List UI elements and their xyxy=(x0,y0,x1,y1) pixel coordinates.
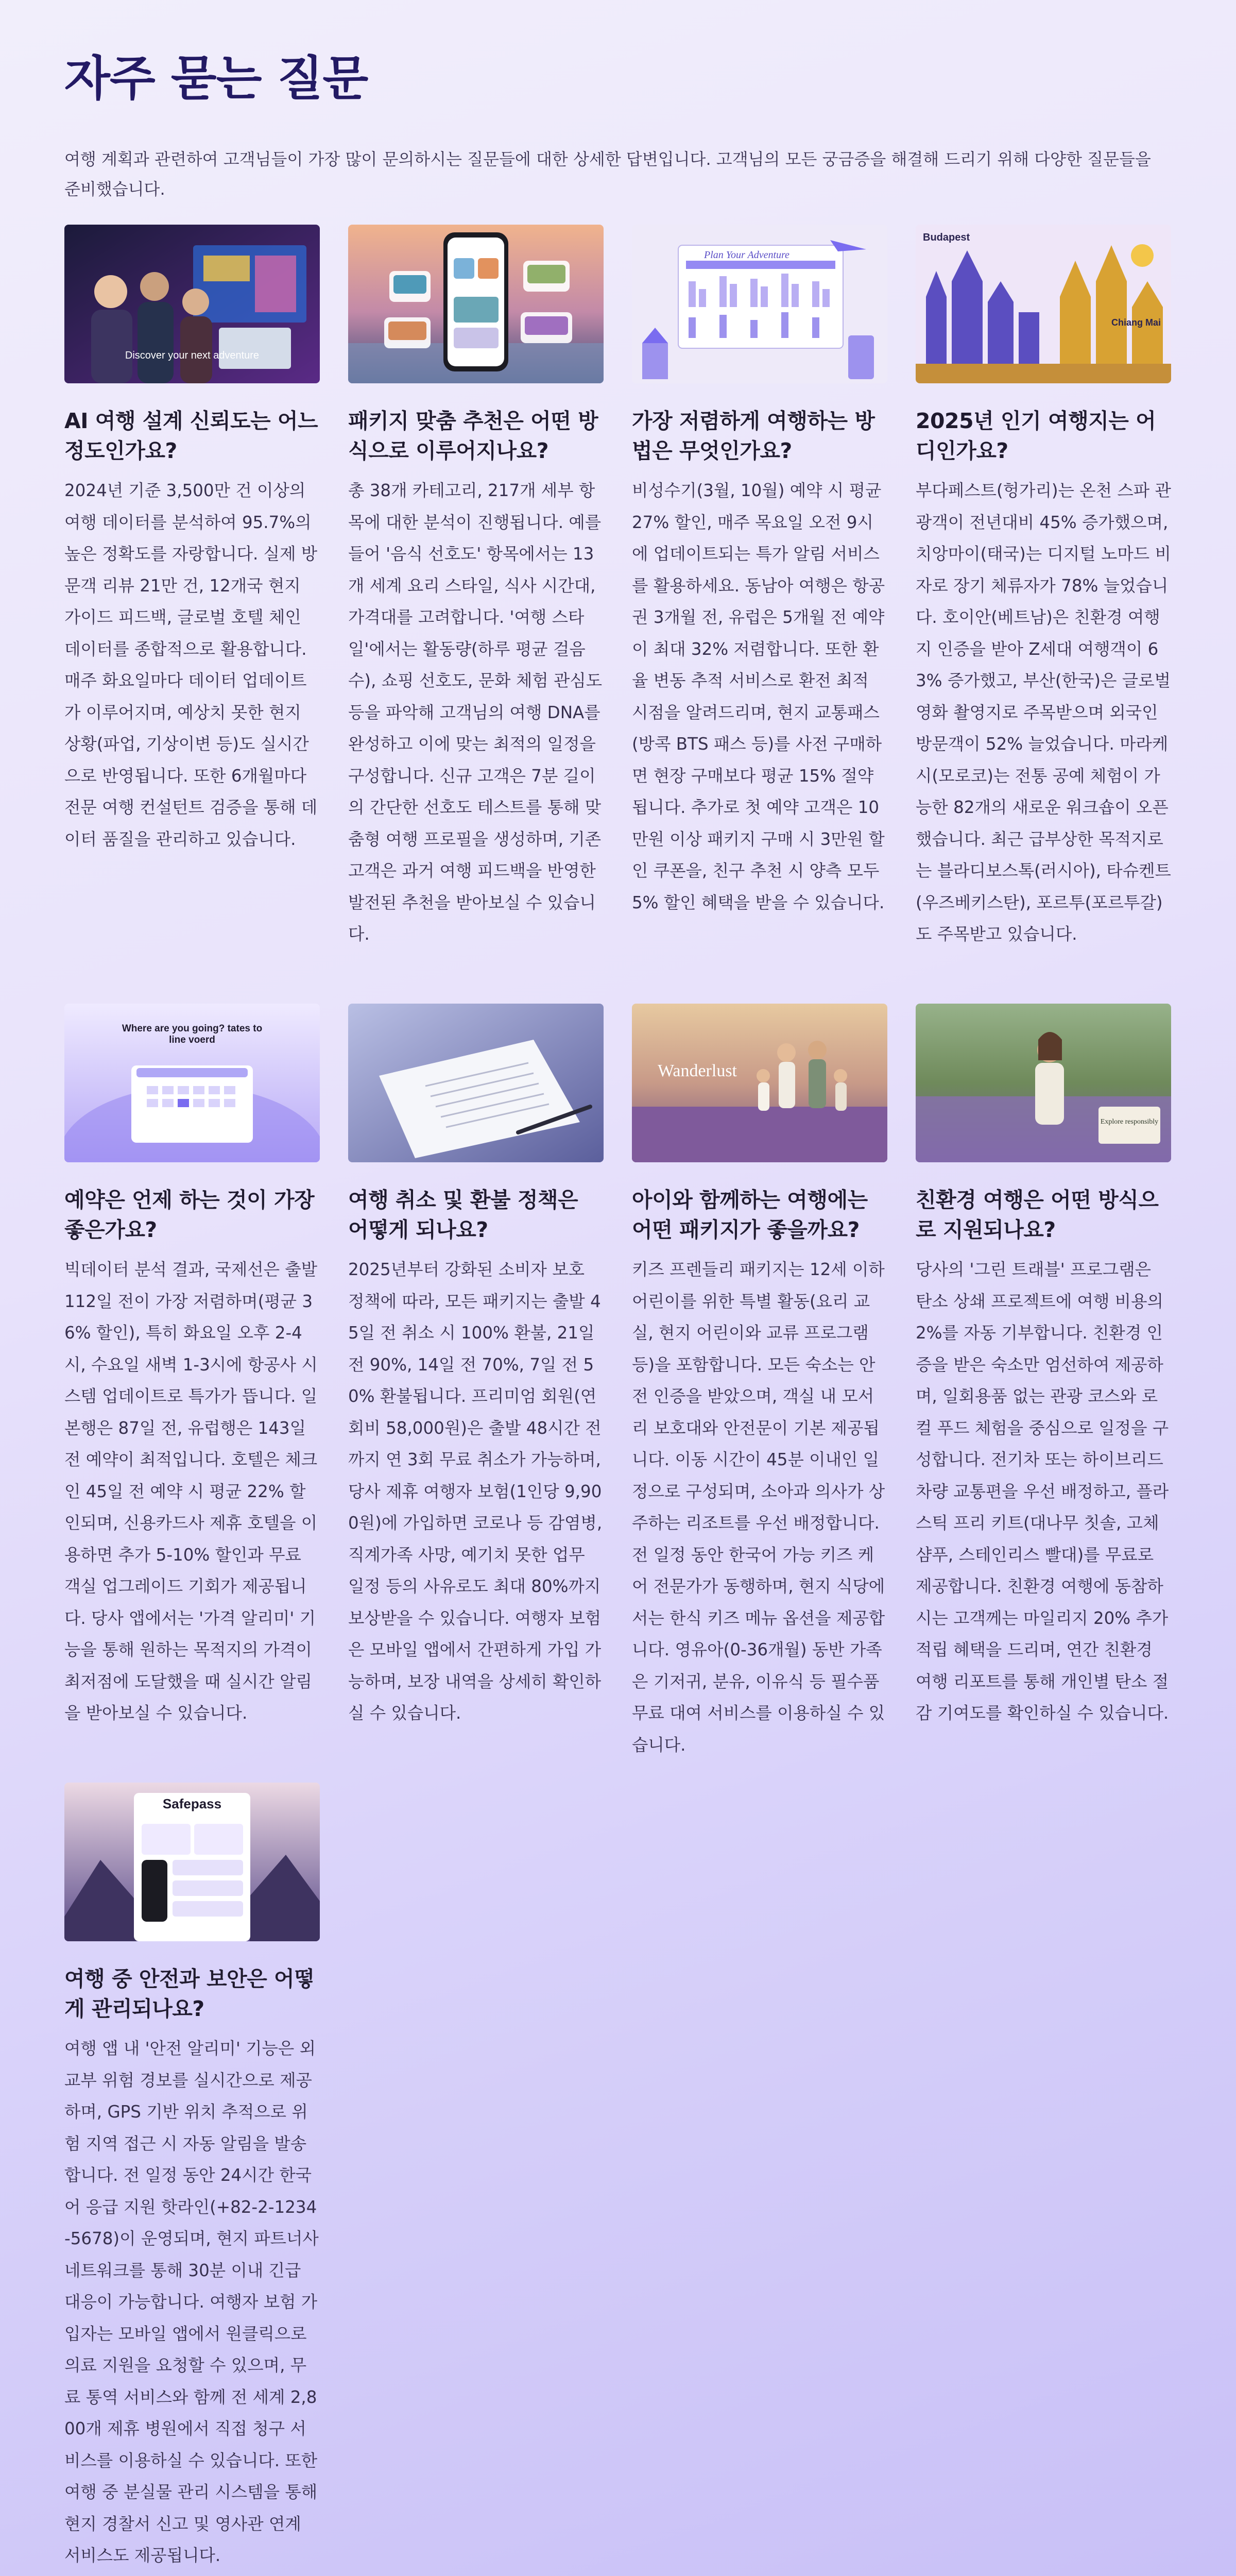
faq-image-destinations xyxy=(916,225,1171,383)
faq-image-safepass xyxy=(64,1783,320,1941)
faq-question: 친환경 여행은 어떤 방식으로 지원되나요? xyxy=(916,1188,1159,1242)
plan-image-caption: Plan Your Adventure xyxy=(704,249,789,261)
faq-answer: 당사의 '그린 트래블' 프로그램은 탄소 상쇄 프로젝트에 여행 비용의 2%를 자동 기부합니다. 친환경 인증을 받은 숙소만 엄선하여 제공하며, 일회용품 없는 관광 코스와 로컬 푸드 체험을 중심으로 일정을 구성합니다. 전기차 또는 하이브리드 차량 교통편을 우선 배정하고, 플라스틱 프리 키트(대나무 칫솔, 고체 샴푸, 스테인리스 빨대)를 무료로 제공합니다. 친환경 여행에 동참하시는 고객께는 마일리지 20% 추가 적립 혜택을 드리며, 연간 친환경 여행 리포트를 통해 개인별 탄소 절감 기여도를 확인하실 수 있습니다. xyxy=(916,1260,1169,1723)
faq-image-policy-document xyxy=(348,1004,604,1162)
faq-question: 패키지 맞춤 추천은 어떤 방식으로 이루어지나요? xyxy=(348,409,598,463)
faq-image-booking-app xyxy=(64,1004,320,1162)
faq-question: 2025년 인기 여행지는 어디인가요? xyxy=(916,409,1156,463)
faq-answer: 2024년 기준 3,500만 건 이상의 여행 데이터를 분석하여 95.7%의 높은 정확도를 자랑합니다. 실제 방문객 리뷰 21만 건, 12개국 현지 가이드 피드백, 글로벌 호텔 체인 데이터를 종합적으로 활용합니다. 매주 화요일마다 데이터 업데이트가 이루어지며, 예상치 못한 현지 상황(파업, 기상이변 등)도 실시간으로 반영됩니다. 또한 6개월마다 전문 여행 컨설턴트 검증을 통해 데이터 품질을 관리하고 있습니다. xyxy=(64,481,318,849)
faq-card-booking-timing xyxy=(64,1004,320,1783)
faq-question: 아이와 함께하는 여행에는 어떤 패키지가 좋을까요? xyxy=(632,1188,868,1242)
faq-answer: 키즈 프렌들리 패키지는 12세 이하 어린이를 위한 특별 활동(요리 교실, 현지 어린이와 교류 프로그램 등)을 포함합니다. 모든 숙소는 안전 인증을 받았으며, 객실 내 모서리 보호대와 안전문이 기본 제공됩니다. 이동 시간이 45분 이내인 일정으로 구성되며, 소아과 의사가 상주하는 리조트를 우선 배정합니다. 전 일정 동안 한국어 가능 키즈 케어 전문가가 동행하며, 현지 식당에서는 한식 키즈 메뉴 옵션을 제공합니다. 영유아(0-36개월) 동반 가족은 기저귀, 분유, 이유식 등 필수품 무료 대여 서비스를 이용하실 수 있습니다. xyxy=(632,1260,885,1755)
faq-card-popular-destinations xyxy=(916,225,1171,1004)
page-title: 자주 묻는 질문 xyxy=(64,51,368,106)
faq-question: 여행 중 안전과 보안은 어떻게 관리되나요? xyxy=(64,1967,315,2021)
wanderlust-caption: Wanderlust xyxy=(658,1061,737,1080)
faq-question: 가장 저렴하게 여행하는 방법은 무엇인가요? xyxy=(632,409,875,463)
faq-answer: 총 38개 카테고리, 217개 세부 항목에 대한 분석이 진행됩니다. 예를 들어 '음식 선호도' 항목에서는 13개 세계 요리 스타일, 식사 시간대, 가격대를 고려합니다. '여행 스타일'에서는 활동량(하루 평균 걸음 수), 쇼핑 선호도, 문화 체험 관심도 등을 파악해 고객님의 여행 DNA를 완성하고 이에 맞는 최적의 일정을 구성합니다. 신규 고객은 7분 길이의 간단한 선호도 테스트를 통해 맞춤형 여행 프로필을 생성하며, 기존 고객은 과거 여행 피드백을 반영한 발전된 추천을 받아보실 수 있습니다. xyxy=(348,481,603,944)
faq-image-eco-woman xyxy=(916,1004,1171,1162)
ai-image-caption: Discover your next adventure xyxy=(125,350,260,361)
faq-card-cancellation xyxy=(348,1004,604,1783)
faq-card-family-travel xyxy=(632,1004,887,1783)
faq-image-family-lavender xyxy=(632,1004,887,1162)
budapest-caption: Budapest xyxy=(923,232,970,243)
page-intro: 여행 계획과 관련하여 고객님들이 가장 많이 문의하시는 질문들에 대한 상세한 답변입니다. 고객님의 모든 궁금증을 해결해 드리기 위해 다양한 질문들을 준비했습니다. xyxy=(64,149,1151,199)
faq-image-phone-app xyxy=(348,225,604,383)
faq-card-package-recommendation xyxy=(348,225,604,1004)
faq-question: AI 여행 설계 신뢰도는 어느 정도인가요? xyxy=(64,409,318,463)
faq-answer: 빅데이터 분석 결과, 국제선은 출발 112일 전이 가장 저렴하며(평균 36% 할인), 특히 화요일 오후 2-4시, 수요일 새벽 1-3시에 항공사 시스템 업데이트로 특가가 뜹니다. 일본행은 87일 전, 유럽행은 143일 전 예약이 최적입니다. 호텔은 체크인 45일 전 예약 시 평균 22% 할인되며, 신용카드사 제휴 호텔을 이용하면 추가 5-10% 할인과 무료 객실 업그레이드 기회가 제공됩니다. 당사 앱에서는 '가격 알리미' 기능을 통해 원하는 목적지의 가격이 최저점에 도달했을 때 실시간 알림을 받아보실 수 있습니다. xyxy=(64,1260,318,1723)
booking-caption: Where are you going? tates to line voerd xyxy=(122,1023,263,1045)
safepass-caption: Safepass xyxy=(162,1796,222,1811)
faq-answer: 비성수기(3월, 10월) 예약 시 평균 27% 할인, 매주 목요일 오전 9시에 업데이트되는 특가 알림 서비스를 활용하세요. 동남아 여행은 항공권 3개월 전, 유럽은 5개월 전 예약이 최대 32% 저렴합니다. 또한 환율 변동 추적 서비스로 환전 최적 시점을 알려드리며, 현지 교통패스(방콕 BTS 패스 등)를 사전 구매하면 현장 구매보다 평균 15% 절약됩니다. 추가로 첫 예약 고객은 10만원 이상 패키지 구매 시 3만원 할인 쿠폰을, 친구 추천 시 양측 모두 5% 할인 혜택을 받을 수 있습니다. xyxy=(632,481,885,912)
faq-answer: 2025년부터 강화된 소비자 보호 정책에 따라, 모든 패키지는 출발 45일 전 취소 시 100% 환불, 21일 전 90%, 14일 전 70%, 7일 전 50% 환불됩니다. 프리미엄 회원(연회비 58,000원)은 출발 48시간 전까지 연 3회 무료 취소가 가능하며, 당사 제휴 여행자 보험(1인당 9,900원)에 가입하면 코로나 등 감염병, 직계가족 사망, 예기치 못한 업무 일정 등의 사유로도 최대 80%까지 보상받을 수 있습니다. 여행자 보험은 모바일 앱에서 간편하게 가입 가능하며, 보장 내역을 상세히 확인하실 수 있습니다. xyxy=(348,1260,603,1723)
faq-card-safety xyxy=(64,1783,320,2572)
faq-image-plan-adventure xyxy=(632,225,887,383)
chiangmai-caption: Chiang Mai xyxy=(1111,317,1161,328)
faq-question: 예약은 언제 하는 것이 가장 좋은가요? xyxy=(64,1188,315,1242)
faq-grid xyxy=(64,225,1172,2572)
faq-image-ai-team xyxy=(64,225,320,383)
faq-answer: 부다페스트(헝가리)는 온천 스파 관광객이 전년대비 45% 증가했으며, 치앙마이(태국)는 디지털 노마드 비자로 장기 체류자가 78% 늘었습니다. 호이안(베트남)은 친환경 여행지 인증을 받아 Z세대 여행객이 63% 증가했고, 부산(한국)은 글로벌 영화 촬영지로 주목받으며 외국인 방문객이 52% 늘었습니다. 마라케시(모로코)는 전통 공예 체험이 가능한 82개의 새로운 워크숍이 오픈했습니다. 최근 급부상한 목적지로는 블라디보스톡(러시아), 타슈켄트(우즈베키스탄), 포르투(포르투갈)도 주목받고 있습니다. xyxy=(916,481,1171,944)
faq-card-eco-travel xyxy=(916,1004,1171,1783)
explore-caption: Explore responsibly xyxy=(1100,1118,1159,1126)
faq-question: 여행 취소 및 환불 정책은 어떻게 되나요? xyxy=(348,1188,578,1242)
faq-answer: 여행 앱 내 '안전 알리미' 기능은 외교부 위험 경보를 실시간으로 제공하며, GPS 기반 위치 추적으로 위험 지역 접근 시 자동 알림을 발송합니다. 전 일정 동안 24시간 한국어 응급 지원 핫라인(+82-2-1234-5678)이 운영되며, 현지 파트너사 네트워크를 통해 30분 이내 긴급 대응이 가능합니다. 여행자 보험 가입자는 모바일 앱에서 원클릭으로 의료 지원을 요청할 수 있으며, 무료 통역 서비스와 함께 전 세계 2,800개 제휴 병원에서 직접 청구 서비스를 이용하실 수 있습니다. 또한 여행 중 분실물 관리 시스템을 통해 현지 경찰서 신고 및 영사관 연계 서비스도 제공됩니다. xyxy=(64,2039,319,2565)
faq-card-cheap-travel xyxy=(632,225,887,1004)
faq-card-ai-reliability xyxy=(64,225,320,1004)
